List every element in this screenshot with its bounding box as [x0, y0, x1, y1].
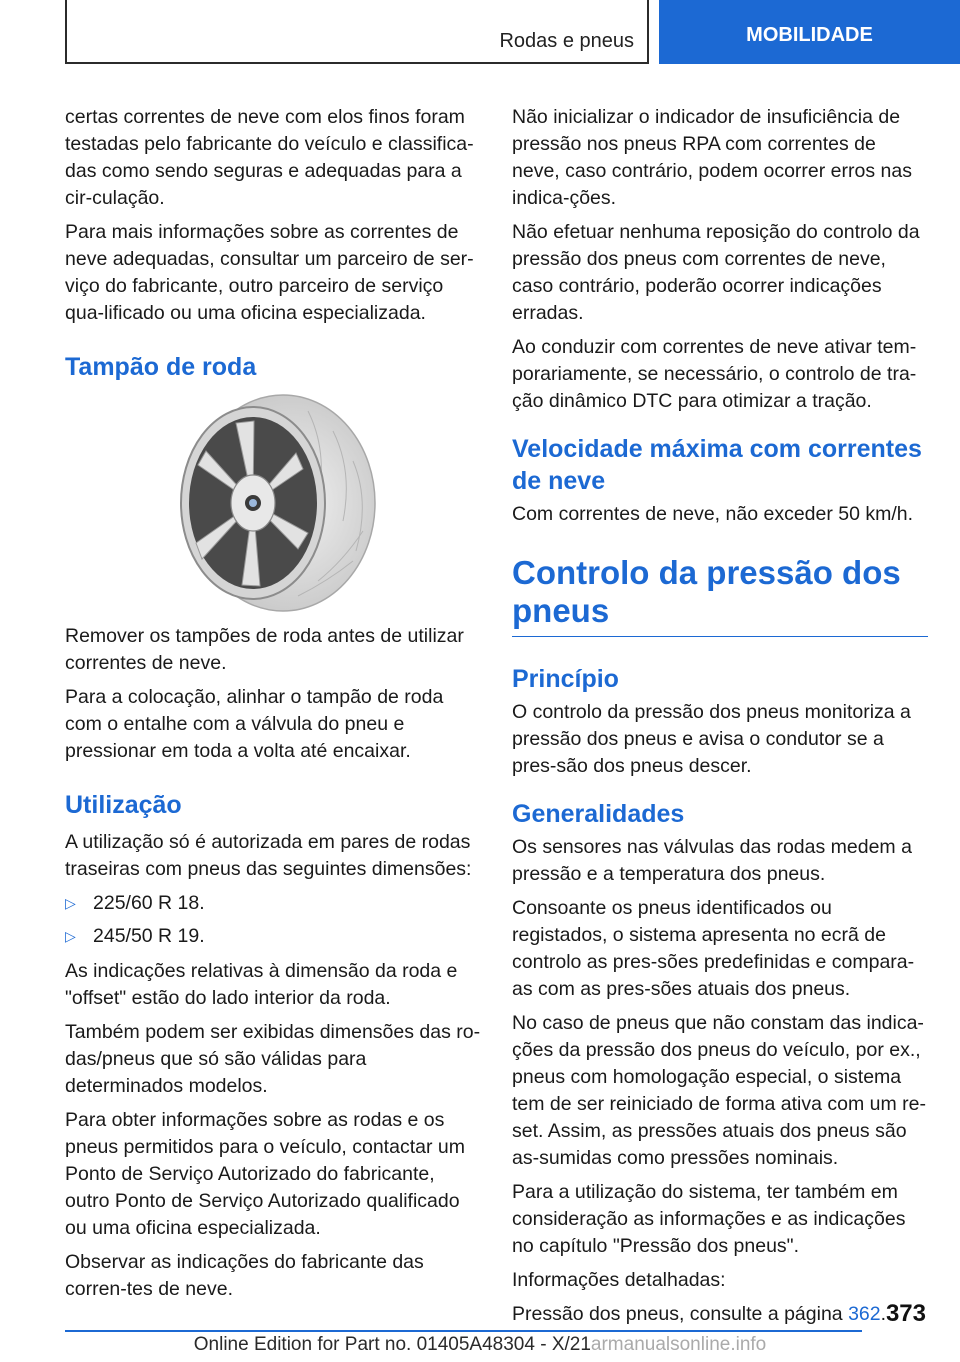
- paragraph: As indicações relativas à dimensão da roda e "offset" estão do lado interior da roda.: [65, 960, 458, 1009]
- paragraph: Remover os tampões de roda antes de utilizar correntes de neve.: [65, 625, 464, 674]
- heading-tampao-de-roda: Tampão de roda: [65, 353, 257, 381]
- paragraph: Consoante os pneus identificados ou registados, o sistema apresenta no ecrã de controlo as pres-sões predefinidas e compara-as com as pres-sões atuais dos pneus.: [512, 897, 915, 1000]
- paragraph: Não inicializar o indicador de insuficiência de pressão nos pneus RPA com correntes de neve, caso contrário, podem ocorrer erros nas indica-ções.: [512, 106, 912, 209]
- chapter-tab-label: MOBILIDADE: [746, 23, 873, 46]
- paragraph: certas correntes de neve com elos finos foram testadas pelo fabricante do veículo e classifica-das como sendo seguras e adequadas para a cir-culação.: [65, 106, 474, 209]
- triangle-right-outline-icon: ▷: [65, 928, 76, 944]
- wheel-illustration: [65, 391, 481, 621]
- tire-dimension-list: [65, 890, 481, 950]
- paragraph: No caso de pneus que não constam das indica-ções da pressão dos pneus do veículo, por ex., pneus com homologação especial, o sistema tem de ser reiniciado de forma ativa com um re-set. Assim, as pressões atuais dos pneus são as-sumidas como pressões nominais.: [512, 1012, 926, 1169]
- paragraph: Observar as indicações do fabricante das corren-tes de neve.: [65, 1251, 424, 1300]
- paragraph: Para mais informações sobre as correntes de neve adequadas, consultar um parceiro de ser-viço do fabricante, outro parceiro de serviço qua-lificado ou uma oficina especializada.: [65, 221, 474, 324]
- paragraph: Ao conduzir com correntes de neve ativar tem-porariamente, se necessário, o controlo de tra-ção dinâmico DTC para otimizar a tração.: [512, 336, 917, 412]
- edition-text: Online Edition for Part no. 01405A48304 - X/21: [193, 1334, 591, 1355]
- chapter-heading-controlo-pressao: Controlo da pressão dos pneus: [512, 554, 928, 637]
- page-number: 373: [885, 1300, 926, 1327]
- paragraph-with-link: [512, 1301, 928, 1328]
- paragraph: Para obter informações sobre as rodas e os pneus permitidos para o veículo, contactar um Ponto de Serviço Autorizado do fabricante, outro Ponto de Serviço Autorizado qualificado ou uma oficina especializada.: [65, 1109, 465, 1239]
- left-column: [65, 104, 481, 1310]
- paragraph: Os sensores nas válvulas das rodas medem a pressão e a temperatura dos pneus.: [512, 836, 912, 885]
- page-link-362[interactable]: 362: [848, 1303, 881, 1325]
- paragraph: A utilização só é autorizada em pares de rodas traseiras com pneus das seguintes dimensões:: [65, 831, 472, 880]
- paragraph: O controlo da pressão dos pneus monitoriza a pressão dos pneus e avisa o condutor se a pres-são dos pneus descer.: [512, 701, 911, 777]
- list-item: [65, 890, 481, 917]
- list-item: [65, 923, 481, 950]
- heading-principio: Princípio: [512, 665, 619, 693]
- paragraph: Informações detalhadas:: [512, 1269, 726, 1291]
- paragraph: Com correntes de neve, não exceder 50 km/h.: [512, 503, 914, 525]
- paragraph-text: Pressão dos pneus, consulte a página: [512, 1303, 849, 1325]
- paragraph: Para a colocação, alinhar o tampão de roda com o entalhe com a válvula do pneu e pressionar em toda a volta até encaixar.: [65, 686, 444, 762]
- paragraph: Para a utilização do sistema, ter também em consideração as informações e as indicações no capítulo "Pressão dos pneus".: [512, 1181, 906, 1257]
- right-column: [512, 104, 928, 1335]
- heading-utilizacao: Utilização: [65, 791, 182, 819]
- heading-velocidade-maxima: Velocidade máxima com correntes de neve: [512, 435, 922, 495]
- watermark: armanualsonline.info: [590, 1334, 767, 1355]
- heading-generalidades: Generalidades: [512, 800, 685, 828]
- paragraph: Também podem ser exibidas dimensões das ro-das/pneus que só são válidas para determinados modelos.: [65, 1021, 481, 1097]
- section-title: Rodas e pneus: [499, 30, 634, 52]
- list-item-text: 225/60 R 18.: [93, 892, 205, 914]
- paragraph: Não efetuar nenhuma reposição do controlo da pressão dos pneus com correntes de neve, caso contrário, poderão ocorrer indicações erradas.: [512, 221, 920, 324]
- chapter-tab[interactable]: [659, 0, 960, 64]
- footer-divider: [65, 1330, 862, 1332]
- paragraph-text: .: [880, 1303, 887, 1325]
- triangle-right-outline-icon: ▷: [65, 895, 76, 911]
- wheel-icon: [158, 391, 388, 621]
- footer: [0, 1334, 960, 1356]
- list-item-text: 245/50 R 19.: [93, 925, 205, 947]
